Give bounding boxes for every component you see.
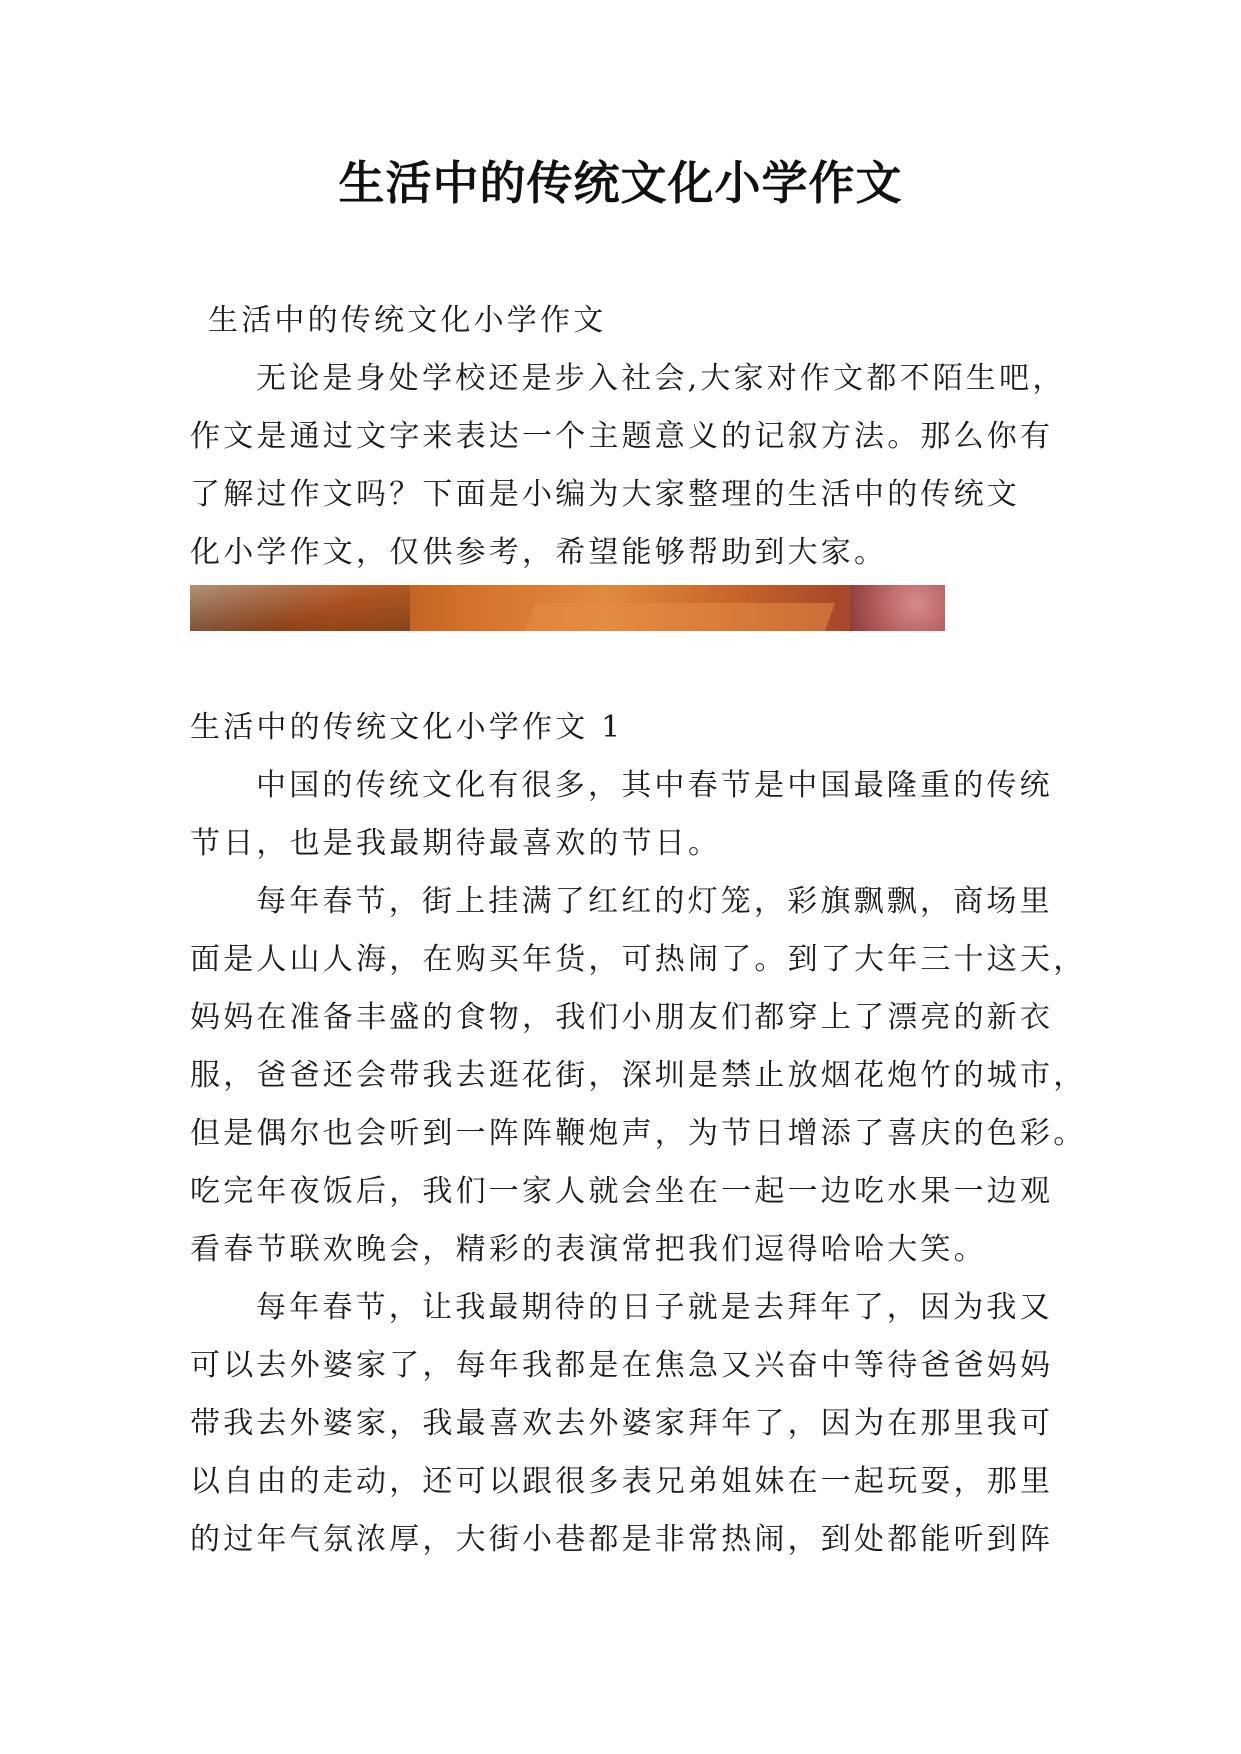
paragraph-line: 吃完年夜饭后，我们一家人就会坐在一起一边吃水果一边观 [190,1174,1054,1209]
paragraph-line: 可以去外婆家了，每年我都是在焦急又兴奋中等待爸爸妈妈 [190,1348,1054,1383]
photo-highlight [190,585,410,631]
cropped-photo [190,585,945,631]
intro-line: 无论是身处学校还是步入社会,大家对作文都不陌生吧， [256,361,1066,396]
paragraph-line: 中国的传统文化有很多，其中春节是中国最隆重的传统 [256,768,1053,803]
paragraph-line: 面是人山人海，在购买年货，可热闹了。到了大年三十这天， [190,942,1087,977]
paragraph-line: 带我去外婆家，我最喜欢去外婆家拜年了，因为在那里我可 [190,1406,1054,1441]
photo-stripe [525,603,835,631]
section-heading: 生活中的传统文化小学作文 1 [190,710,624,745]
intro-line: 化小学作文，仅供参考，希望能够帮助到大家。 [190,535,888,570]
paragraph-line: 每年春节，街上挂满了红红的灯笼，彩旗飘飘，商场里 [256,884,1053,919]
paragraph-line: 每年春节，让我最期待的日子就是去拜年了，因为我又 [256,1290,1053,1325]
paragraph-line: 看春节联欢晚会，精彩的表演常把我们逗得哈哈大笑。 [190,1232,987,1267]
paragraph-line: 但是偶尔也会听到一阵阵鞭炮声，为节日增添了喜庆的色彩。 [190,1116,1087,1151]
spacer [190,631,1070,699]
document-subtitle: 生活中的传统文化小学作文 [208,303,607,338]
photo-corner [850,585,945,631]
paragraph-line: 妈妈在准备丰盛的食物，我们小朋友们都穿上了漂亮的新衣 [190,1000,1054,1035]
document-title: 生活中的传统文化小学作文 [338,156,903,210]
paragraph-line: 服，爸爸还会带我去逛花街，深圳是禁止放烟花炮竹的城市， [190,1058,1087,1093]
document-body [190,292,1087,1569]
paragraph-line: 节日，也是我最期待最喜欢的节日。 [190,826,722,861]
paragraph-line: 的过年气氛浓厚，大街小巷都是非常热闹，到处都能听到阵 [190,1522,1054,1557]
intro-line: 作文是通过文字来表达一个主题意义的记叙方法。那么你有 [190,419,1054,454]
intro-line: 了解过作文吗？下面是小编为大家整理的生活中的传统文 [190,477,1020,512]
paragraph-line: 以自由的走动，还可以跟很多表兄弟姐妹在一起玩耍，那里 [190,1464,1054,1499]
